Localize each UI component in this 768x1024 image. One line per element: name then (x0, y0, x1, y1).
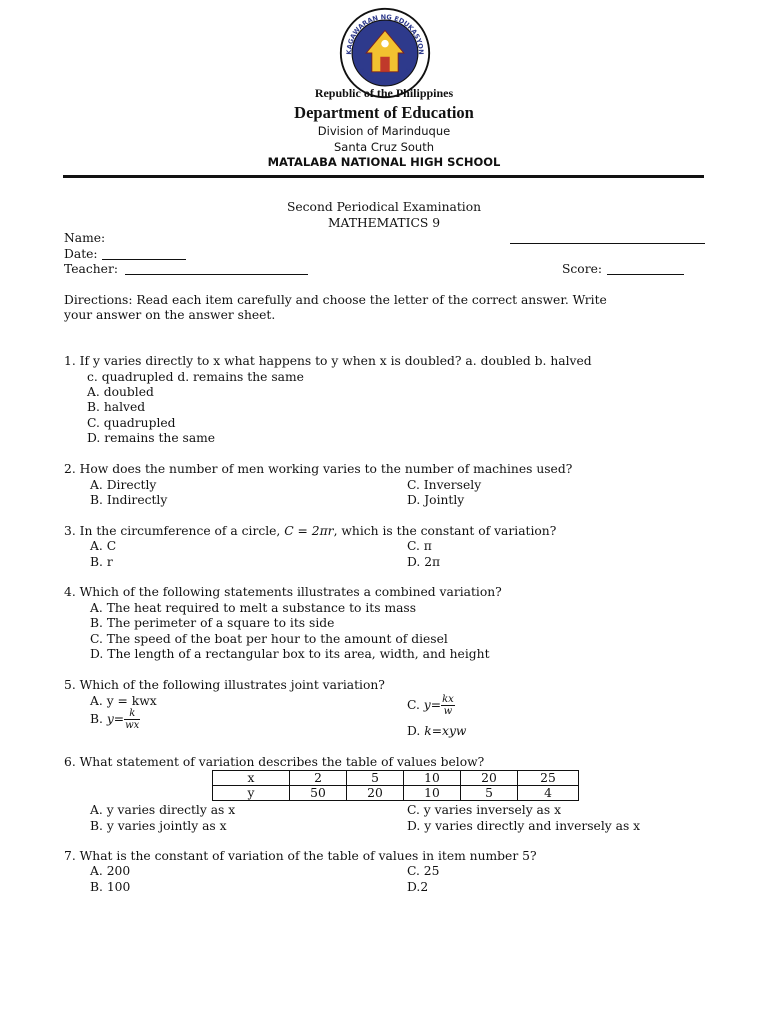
q2-option-c[interactable]: C. Inversely (407, 478, 482, 492)
q3-stem-after: , which is the constant of variation? (333, 524, 557, 538)
q7-option-b[interactable]: B. 100 (90, 880, 131, 894)
table-cell: 10 (404, 786, 461, 801)
q1-option-b[interactable]: B. halved (87, 400, 146, 414)
q1-option-c[interactable]: C. quadrupled (87, 416, 176, 430)
score-field-line[interactable] (607, 274, 684, 275)
q7-option-a[interactable]: A. 200 (90, 864, 131, 878)
q6-option-d[interactable]: D. y varies directly and inversely as x (407, 819, 641, 833)
q1-stem-line-1: 1. If y varies directly to x what happens to y when x is doubled? a. doubled b. halved (64, 354, 592, 368)
q5-option-b-prefix: B. (90, 712, 107, 726)
q3-option-b[interactable]: B. r (90, 555, 113, 569)
q2-stem: 2. How does the number of men working varies to the number of machines used? (64, 462, 573, 476)
table-cell: 10 (404, 771, 461, 786)
q2-option-d[interactable]: D. Jointly (407, 493, 465, 507)
seal-text-bottom: REPUBLIKA NG PILIPINAS (358, 67, 412, 85)
q5-option-b-lhs: y= (106, 712, 125, 726)
table-row (213, 771, 579, 786)
table-cell: x (213, 771, 290, 786)
q4-option-c[interactable]: C. The speed of the boat per hour to the amount of diesel (90, 632, 448, 646)
q7-option-d[interactable]: D.2 (407, 880, 429, 894)
q5-option-d[interactable] (407, 724, 466, 739)
q1-stem-line-2: c. quadrupled d. remains the same (87, 370, 304, 384)
q4-option-a[interactable]: A. The heat required to melt a substance to its mass (90, 601, 417, 615)
q4-option-b[interactable]: B. The perimeter of a square to its side (90, 616, 335, 630)
q5-stem: 5. Which of the following illustrates joint variation? (64, 678, 385, 692)
directions-line-2: your answer on the answer sheet. (64, 308, 276, 322)
exam-subject: MATHEMATICS 9 (327, 216, 441, 230)
directions-line-1: Directions: Read each item carefully and choose the letter of the correct answer. Write (64, 293, 607, 307)
date-label: Date: (64, 247, 98, 261)
q5-option-c-numerator: kx (442, 694, 454, 705)
q3-option-a[interactable]: A. C (90, 539, 117, 553)
table-cell: 4 (518, 786, 579, 801)
teacher-field-line[interactable] (125, 274, 308, 275)
seal-text-top: KAGAWARAN NG EDUKASYON (345, 13, 425, 55)
division-name: Division of Marinduque (317, 124, 451, 138)
q6-option-c[interactable]: C. y varies inversely as x (407, 803, 562, 817)
exam-title: Second Periodical Examination (286, 200, 482, 214)
name-label: Name: (64, 231, 106, 245)
score-label: Score: (562, 262, 603, 276)
q7-stem: 7. What is the constant of variation of the table of values in item number 5? (64, 849, 537, 863)
table-cell: 20 (461, 771, 518, 786)
q5-option-c[interactable] (407, 694, 455, 717)
q5-option-d-formula: k=xyw (424, 724, 467, 738)
q5-option-b-numerator: k (124, 708, 140, 720)
q6-option-b[interactable]: B. y varies jointly as x (90, 819, 227, 833)
teacher-label: Teacher: (64, 262, 118, 276)
q5-option-c-lhs: y= (423, 698, 442, 712)
q3-stem (64, 524, 556, 539)
republic-title: Republic of the Philippines (314, 86, 454, 100)
table-cell: 5 (347, 771, 404, 786)
q5-option-b-denominator: wx (125, 720, 140, 731)
q5-option-b[interactable] (90, 708, 140, 731)
q3-stem-before: 3. In the circumference of a circle, (64, 524, 285, 538)
q3-option-c[interactable]: C. π (407, 539, 432, 553)
table-cell: 50 (290, 786, 347, 801)
q2-option-a[interactable]: A. Directly (90, 478, 157, 492)
q5-option-d-prefix: D. (407, 724, 425, 738)
q5-option-a[interactable]: A. y = kwx (90, 694, 157, 708)
q1-option-a[interactable]: A. doubled (87, 385, 154, 399)
table-row (213, 786, 579, 801)
q3-formula: C = 2πr (284, 524, 334, 538)
q4-stem: 4. Which of the following statements illustrates a combined variation? (64, 585, 502, 599)
q6-option-a[interactable]: A. y varies directly as x (90, 803, 236, 817)
q6-stem: 6. What statement of variation describes the table of values below? (64, 755, 485, 769)
table-cell: 20 (347, 786, 404, 801)
department-title: Department of Education (294, 103, 474, 122)
q7-option-c[interactable]: C. 25 (407, 864, 440, 878)
q5-option-c-denominator: w (443, 706, 453, 717)
q1-option-d[interactable]: D. remains the same (87, 431, 216, 445)
table-cell: y (213, 786, 290, 801)
date-field-line[interactable] (102, 259, 186, 260)
table-cell: 2 (290, 771, 347, 786)
name-field-line[interactable] (510, 243, 705, 244)
q5-option-c-fraction (441, 694, 455, 717)
header-divider (63, 175, 704, 178)
district-name: Santa Cruz South (333, 140, 434, 154)
q6-values-table (212, 770, 579, 801)
school-name: MATALABA NATIONAL HIGH SCHOOL (267, 155, 501, 169)
q3-option-d[interactable]: D. 2π (407, 555, 441, 569)
q2-option-b[interactable]: B. Indirectly (90, 493, 168, 507)
q5-option-b-fraction (124, 708, 140, 731)
table-cell: 25 (518, 771, 579, 786)
q5-option-c-prefix: C. (407, 698, 424, 712)
q4-option-d[interactable]: D. The length of a rectangular box to its area, width, and height (90, 647, 490, 661)
table-cell: 5 (461, 786, 518, 801)
